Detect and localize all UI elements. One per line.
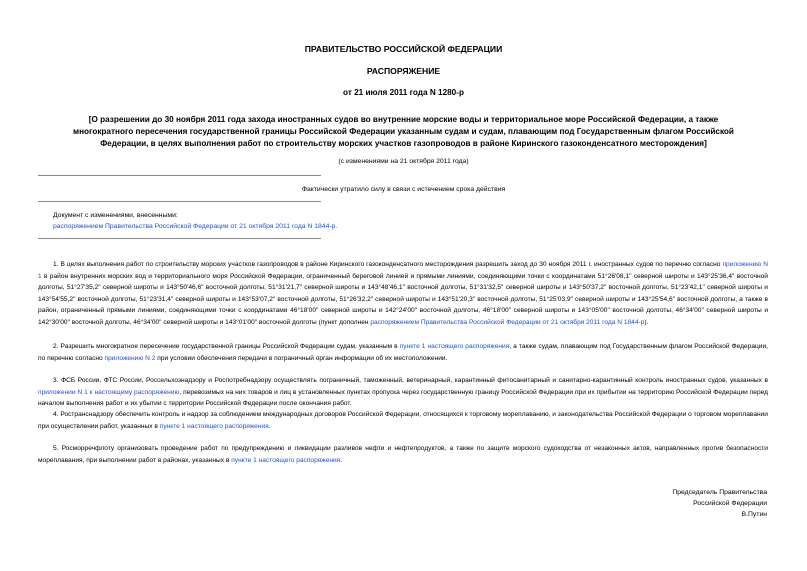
paragraph-text: 3. ФСБ России, ФТС России, Россельхознадзору и Роспотребнадзору осуществлять пограничный, таможенный, ветеринарный, карантинный фитосанитарный и санитарно-карантинный контроль иностранных судов, указанных в [53, 377, 768, 384]
status-note: Фактически утратило силу в связи с истечением срока действия [301, 186, 506, 193]
paragraph-3 [38, 375, 768, 410]
divider-line [38, 201, 321, 202]
paragraph-text: 1. В целях выполнения работ по строительству морских участков газопроводов в районе Киринского газоконденсатного месторождения разрешить заход до 30 ноября 2011 г. иностранных судов по перечню согласно [53, 261, 723, 268]
clause-1-link[interactable]: пункте 1 настоящего распоряжения [399, 343, 510, 350]
changes-label: Документ с изменениями, внесенными: [53, 212, 178, 219]
paragraph-5 [38, 443, 768, 466]
signature-position: Председатель Правительства [672, 489, 767, 496]
document-title: [О разрешении до 30 ноября 2011 года захода иностранных судов во внутренние морские воды и территориальное море Российской Федерации, а также многократного пересечения государственной границы Российской Федерации указанным судам и судам, плавающим под Государственным флагом Российской Федерации, в целях выполнения работ по строительству морских участков газопроводов в районе Киринского газоконденсатного месторождения] [73, 115, 734, 148]
amendment-decree-link[interactable]: распоряжением Правительства Российской Федерации от 21 октября 2011 года N 1844-р [370, 318, 645, 326]
signature-country: Российской Федерации [693, 500, 767, 507]
appendix-1-link[interactable]: приложении N 1 к настоящему распоряжению [38, 388, 180, 396]
divider-line [38, 238, 321, 239]
paragraph-1 [38, 259, 768, 329]
paragraph-text: , а также судам, плавающим под Государственным флагом Российской Федерации, по перечню согласно [38, 343, 769, 362]
paragraph-text: 4. Ространснадзору обеспечить контроль и надзор за соблюдением международных договоров Российской Федерации, относящихся к торговому мореплаванию, и законодательства Российской Федерации о торговом мореплавании при осуществлении работ, указанных в [38, 411, 768, 430]
signature-name: В.Путин [741, 511, 767, 518]
paragraph-text: . [340, 456, 343, 464]
paragraph-text: , перевозимых на них товаров и лиц в установленных пунктах пропуска через государственную границу Российской Федерации при их прибытии на территорию Российской Федерации перед началом выполнения работ и их убытии с территории Российской Федерации после окончания работ. [38, 388, 768, 408]
appendix-2-link[interactable]: приложению N 2 [104, 354, 156, 362]
document-type-heading: РАСПОРЯЖЕНИЕ [366, 66, 441, 76]
document-date-number: от 21 июля 2011 года N 1280-р [343, 88, 464, 97]
issuer-heading: ПРАВИТЕЛЬСТВО РОССИЙСКОЙ ФЕДЕРАЦИИ [304, 44, 503, 54]
paragraph-2 [38, 341, 768, 364]
paragraph-text: при условии обеспечения передачи в пограничный орган информации об их местоположении. [155, 354, 448, 362]
clause-1-link[interactable]: пункте 1 настоящего распоряжения [159, 422, 269, 430]
paragraph-text: ). [644, 318, 649, 326]
paragraph-text: . [268, 422, 271, 430]
divider-line [38, 175, 321, 176]
paragraph-4 [38, 409, 768, 432]
appendix-1-link[interactable]: приложению N 1 [38, 261, 768, 280]
paragraph-text: 2. Разрешить многократное пересечение государственной границы Российской Федерации судам, указанным в [53, 343, 400, 350]
amendments-note: (с изменениями на 21 октября 2011 года) [338, 158, 469, 165]
changes-link[interactable]: распоряжением Правительства Российской Федерации от 21 октября 2011 года N 1844-р. [53, 223, 338, 230]
clause-1-link[interactable]: пункте 1 настоящего распоряжения [231, 456, 341, 464]
paragraph-text: в район внутренних морских вод и территориального моря Российской Федерации, ограниченный береговой линией и прямыми линиями, соединяющими точки с координатами 51°26'08,1" северной широты и 143°25'36,4" восточной долготы, 51°27'35,2" северной широты и 143°50'46,6" восточной долготы, 51°31'21,7" северной широты и 143°48'46,1" восточной долготы, 51°31'32,5" северной широты и 143°50'37,2" восточной долготы, 51°23'42,1" северной широты и 143°54'55,2" восточной долготы, 51°23'31,4" северной широты и 143°53'07,2" восточной долготы, 51°26'32,2" северной широты и 143°51'20,3" восточной долготы, 51°25'03,9" северной широты и 143°25'54,6" восточной долготы, а также в район, ограниченный прямыми линиями, соединяющими точки с координатами 46°18'00" северной широты и 142°24'00" восточной долготы, 46°18'00" северной широты и 143°05'00" восточной долготы, 46°34'00" северной широты и 142°30'00" восточной долготы, 46°34'00" северной широты и 143°01'00" восточной долготы (пункт дополнен [38, 272, 768, 326]
paragraph-text: 5. Росморречфлоту организовать проведение работ по предупреждению и ликвидации разливов нефти и нефтепродуктов, а также по защите морского судоходства от незаконных актов, направленных против безопасности мореплавания, при выполнении работ в районах, указанных в [38, 445, 768, 464]
